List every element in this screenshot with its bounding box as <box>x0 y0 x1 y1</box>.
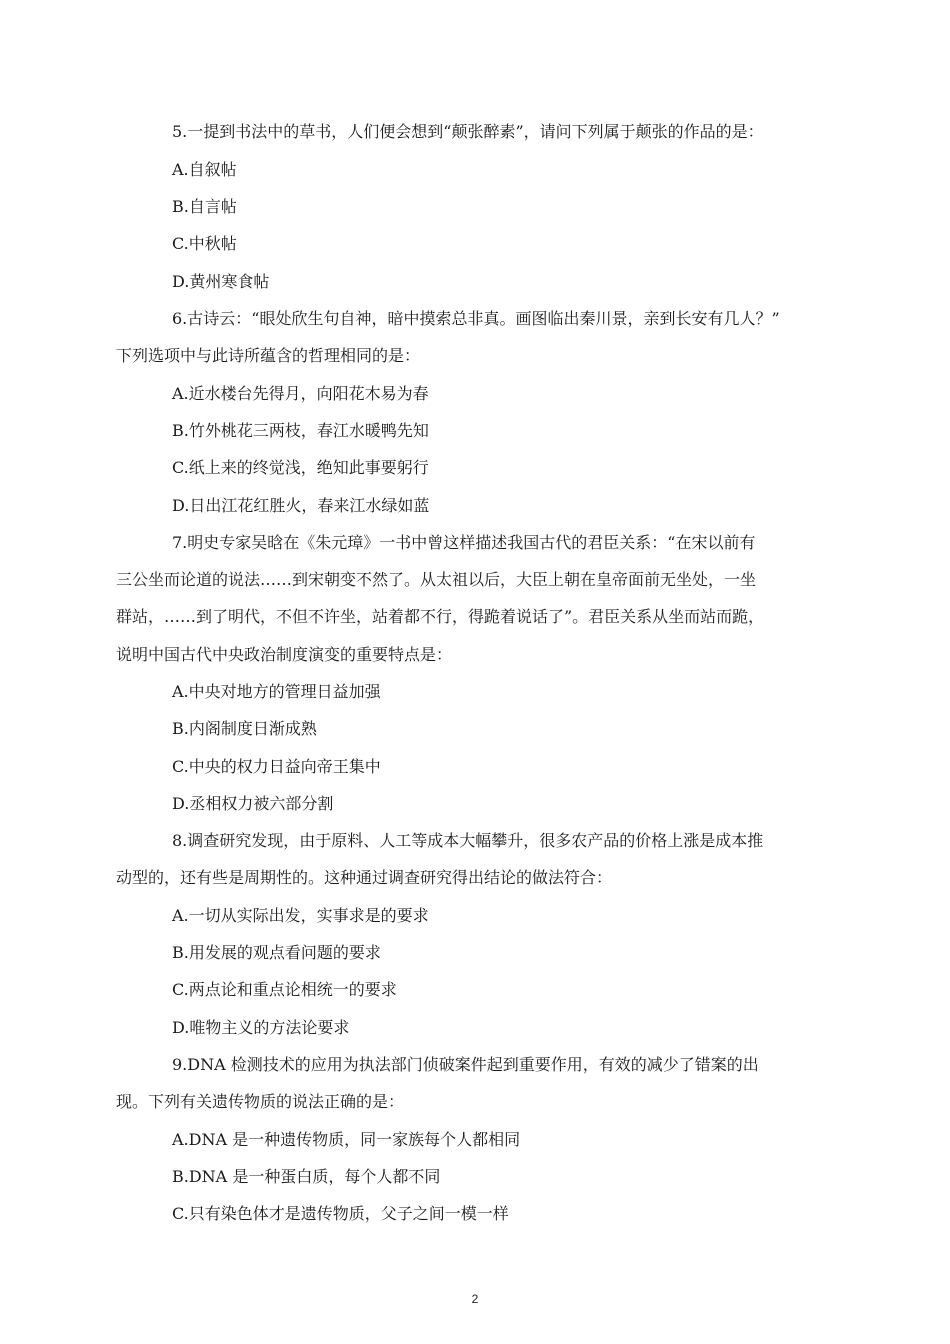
question-7-text-line-2: 三公坐而论道的说法……到宋朝变不然了。从太祖以后，大臣上朝在皇帝面前无坐处，一坐 <box>116 570 757 589</box>
question-7-option-b: B.内阁制度日渐成熟 <box>172 719 317 738</box>
question-9-text-line-1: 9.DNA 检测技术的应用为执法部门侦破案件起到重要作用，有效的减少了错案的出 <box>172 1055 759 1074</box>
question-8-option-c: C.两点论和重点论相统一的要求 <box>172 980 397 999</box>
question-7-text-line-4: 说明中国古代中央政治制度演变的重要特点是： <box>116 645 453 664</box>
question-8-text-line-2: 动型的，还有些是周期性的。这种通过调查研究得出结论的做法符合： <box>116 868 613 887</box>
question-6-text-line-2: 下列选项中与此诗所蕴含的哲理相同的是： <box>116 346 421 365</box>
page-number: 2 <box>471 1292 479 1306</box>
question-9-option-b: B.DNA 是一种蛋白质，每个人都不同 <box>172 1167 441 1186</box>
question-6-option-a: A.近水楼台先得月，向阳花木易为春 <box>172 384 429 403</box>
question-9-text-line-2: 现。下列有关遗传物质的说法正确的是： <box>116 1092 405 1111</box>
question-6-option-b: B.竹外桃花三两枝，春江水暖鸭先知 <box>172 421 429 440</box>
question-5-option-d: D.黄州寒食帖 <box>172 272 270 291</box>
question-5-text: 5.一提到书法中的草书，人们便会想到“颠张醉素”，请问下列属于颠张的作品的是： <box>172 122 764 141</box>
question-6-text-line-1: 6.古诗云：“眼处欣生句自神，暗中摸索总非真。画图临出秦川景，亲到长安有几人？” <box>172 309 780 328</box>
question-6-option-d: D.日出江花红胜火，春来江水绿如蓝 <box>172 496 430 515</box>
question-7-text-line-3: 群站，……到了明代，不但不许坐，站着都不行，得跪着说话了”。君臣关系从坐而站而跪， <box>116 607 765 626</box>
question-7-option-c: C.中央的权力日益向帝王集中 <box>172 757 381 776</box>
question-8-option-b: B.用发展的观点看问题的要求 <box>172 943 381 962</box>
question-7-option-a: A.中央对地方的管理日益加强 <box>172 682 381 701</box>
question-5-option-c: C.中秋帖 <box>172 234 237 253</box>
question-5-option-b: B.自言帖 <box>172 197 237 216</box>
question-7-text-line-1: 7.明史专家吴晗在《朱元璋》一书中曾这样描述我国古代的君臣关系：“在宋以前有 <box>172 533 756 552</box>
question-8-option-d: D.唯物主义的方法论要求 <box>172 1018 350 1037</box>
question-9-option-c: C.只有染色体才是遗传物质，父子之间一模一样 <box>172 1204 509 1223</box>
question-5-option-a: A.自叙帖 <box>172 160 237 179</box>
question-9-option-a: A.DNA 是一种遗传物质，同一家族每个人都相同 <box>172 1130 521 1149</box>
question-7-option-d: D.丞相权力被六部分割 <box>172 794 334 813</box>
question-8-option-a: A.一切从实际出发，实事求是的要求 <box>172 906 429 925</box>
question-8-text-line-1: 8.调查研究发现，由于原料、人工等成本大幅攀升，很多农产品的价格上涨是成本推 <box>172 831 764 850</box>
question-6-option-c: C.纸上来的终觉浅，绝知此事要躬行 <box>172 458 429 477</box>
